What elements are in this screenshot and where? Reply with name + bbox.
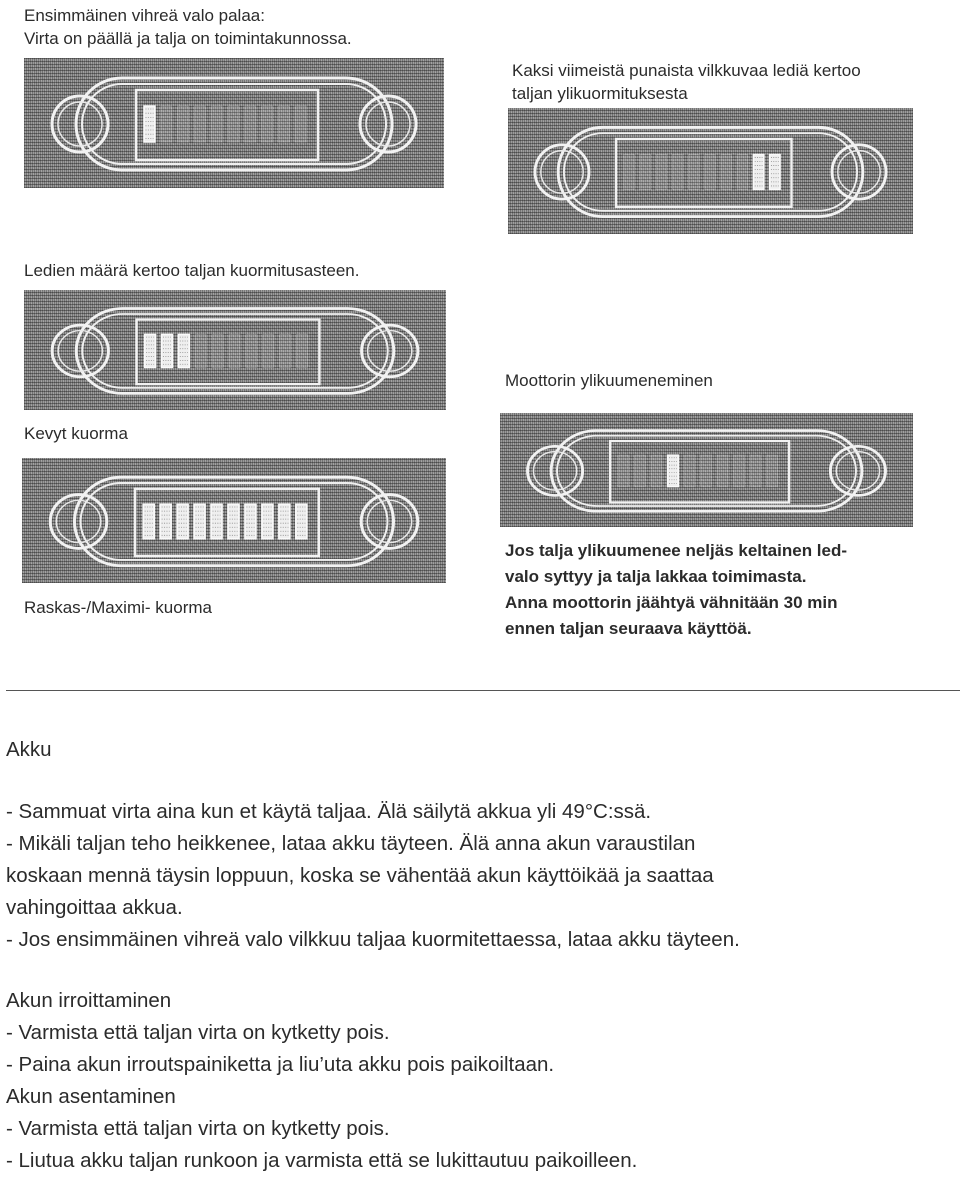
led-panel-motor-overheat	[500, 413, 913, 527]
led-on	[177, 504, 188, 539]
led-off	[672, 155, 683, 190]
led-on	[161, 334, 172, 367]
led-off	[635, 455, 646, 487]
led-on	[228, 504, 239, 539]
led-off	[228, 106, 239, 142]
led-off	[296, 334, 307, 367]
led-on	[770, 155, 781, 190]
caption-first-green-line2: Virta on päällä ja talja on toimintakunnossa.	[24, 29, 352, 48]
led-on	[668, 455, 679, 487]
caption-motor-overheat: Moottorin ylikuumeneminen	[505, 371, 713, 390]
battery-install-line: - Liutua akku taljan runkoon ja varmista että se lukittautuu paikoilleen.	[6, 1149, 638, 1172]
led-off	[624, 155, 635, 190]
led-panel-heavy-load	[22, 458, 446, 583]
led-off	[640, 155, 651, 190]
led-off	[689, 155, 700, 190]
led-panel-first-green	[24, 58, 444, 188]
led-off	[767, 455, 778, 487]
led-off	[211, 106, 222, 142]
battery-instructions	[6, 796, 740, 956]
led-off	[295, 106, 306, 142]
overheat-note-line1: Jos talja ylikuumenee neljäs keltainen led-	[505, 541, 848, 560]
battery-removal-section	[6, 985, 637, 1177]
caption-led-count: Ledien määrä kertoo taljan kuormitusasteen.	[24, 261, 360, 280]
led-on	[194, 504, 205, 539]
led-on	[245, 504, 256, 539]
battery-install-heading: Akun asentaminen	[6, 1085, 176, 1108]
overheat-note-line4: ennen taljan seuraava käyttöä.	[505, 619, 752, 638]
caption-light-load: Kevyt kuorma	[24, 424, 128, 443]
led-off	[245, 106, 256, 142]
led-off	[229, 334, 240, 367]
battery-line: - Sammuat virta aina kun et käytä taljaa. Älä säilytä akkua yli 49°C:ssä.	[6, 800, 652, 823]
led-panel-light-load	[24, 290, 446, 410]
led-on	[178, 334, 189, 367]
led-on	[145, 334, 156, 367]
led-off	[750, 455, 761, 487]
led-on	[143, 504, 154, 539]
overheat-note-line3: Anna moottorin jäähtyä vähnitään 30 min	[505, 593, 838, 612]
led-off	[246, 334, 257, 367]
overheat-note-line2: valo syttyy ja talja lakkaa toimimasta.	[505, 567, 807, 586]
battery-removal-line: - Paina akun irroutspainiketta ja liu’uta akku pois paikoiltaan.	[6, 1053, 555, 1076]
led-off	[278, 106, 289, 142]
overheat-note	[505, 538, 847, 642]
led-off	[734, 455, 745, 487]
led-on	[296, 504, 307, 539]
battery-line: koskaan mennä täysin loppuun, koska se vähentää akun käyttöikää ja saattaa	[6, 864, 714, 887]
led-off	[656, 155, 667, 190]
led-panel-overload	[508, 108, 913, 234]
led-off	[262, 106, 273, 142]
caption-overload-line1: Kaksi viimeistä punaista vilkkuvaa lediä kertoo	[512, 61, 861, 80]
led-off	[717, 455, 728, 487]
caption-overload-line2: taljan ylikuormituksesta	[512, 84, 688, 103]
battery-line: - Jos ensimmäinen vihreä valo vilkkuu taljaa kuormitettaessa, lataa akku täyteen.	[6, 928, 740, 951]
led-on	[211, 504, 222, 539]
led-off	[618, 455, 629, 487]
battery-line: vahingoittaa akkua.	[6, 896, 183, 919]
led-off	[684, 455, 695, 487]
battery-removal-heading: Akun irroittaminen	[6, 989, 172, 1012]
led-off	[161, 106, 172, 142]
led-on	[279, 504, 290, 539]
section-divider	[6, 690, 960, 691]
led-off	[737, 155, 748, 190]
led-off	[195, 334, 206, 367]
caption-heavy-load: Raskas-/Maximi- kuorma	[24, 598, 212, 617]
led-on	[262, 504, 273, 539]
led-off	[705, 155, 716, 190]
battery-removal-line: - Varmista että taljan virta on kytketty pois.	[6, 1021, 390, 1044]
led-off	[178, 106, 189, 142]
battery-heading: Akku	[6, 738, 52, 761]
led-on	[753, 155, 764, 190]
led-off	[721, 155, 732, 190]
led-off	[212, 334, 223, 367]
led-off	[701, 455, 712, 487]
battery-line: - Mikäli taljan teho heikkenee, lataa akku täyteen. Älä anna akun varaustilan	[6, 832, 696, 855]
caption-first-green-line1: Ensimmäinen vihreä valo palaa:	[24, 6, 265, 25]
led-off	[280, 334, 291, 367]
led-off	[263, 334, 274, 367]
battery-install-line: - Varmista että taljan virta on kytketty pois.	[6, 1117, 390, 1140]
led-off	[194, 106, 205, 142]
led-on	[144, 106, 155, 142]
led-on	[160, 504, 171, 539]
led-off	[651, 455, 662, 487]
